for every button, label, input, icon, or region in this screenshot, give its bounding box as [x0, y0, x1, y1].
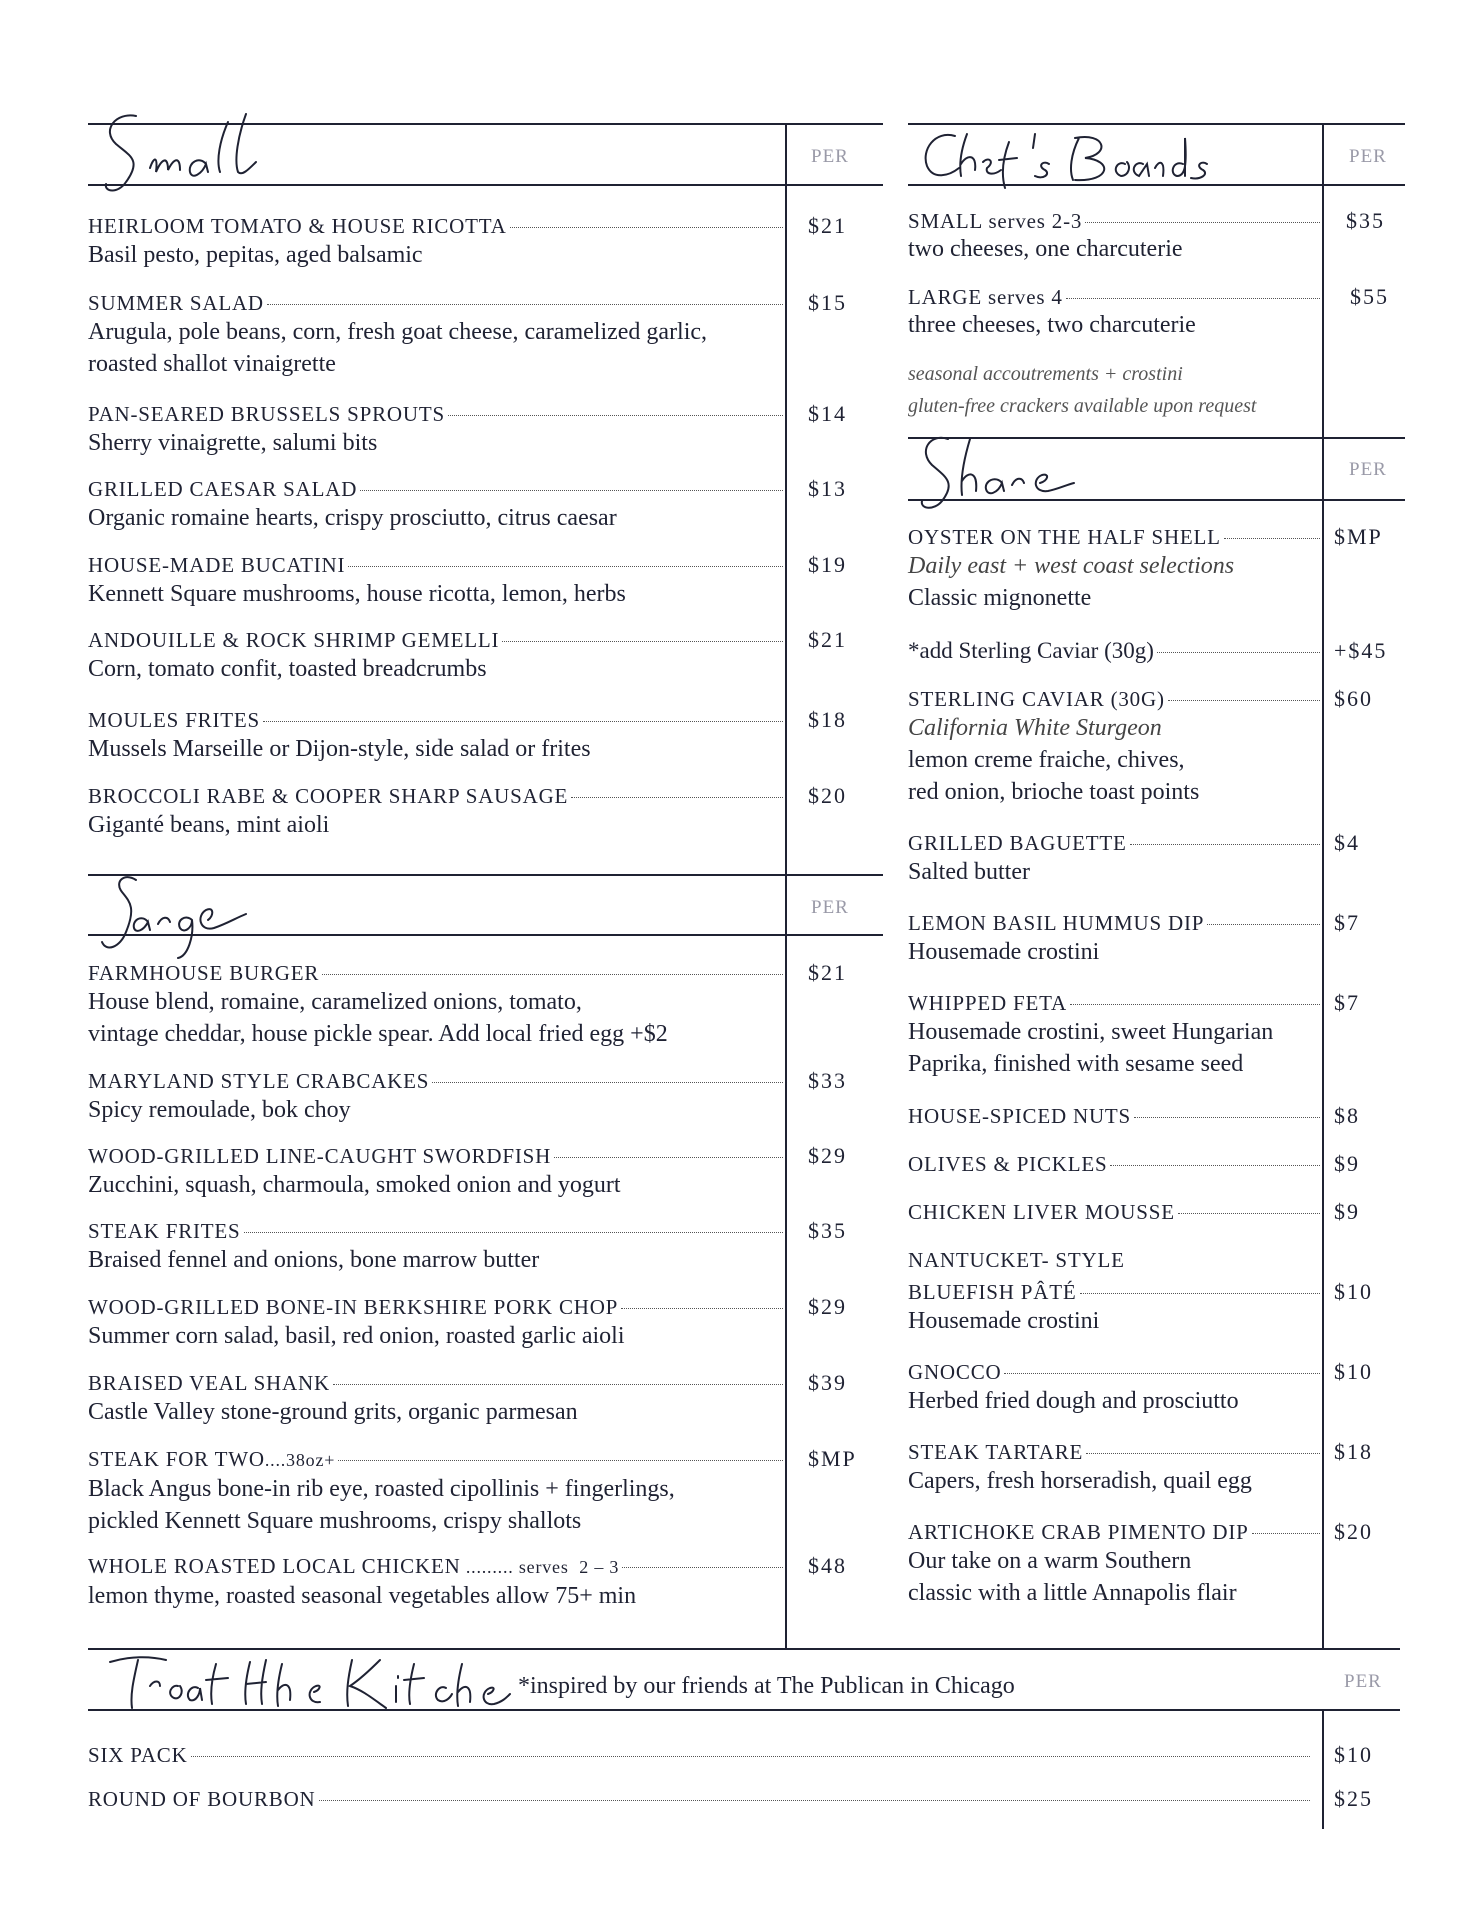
item-subtitle: California White Sturgeon [908, 715, 1162, 741]
item-price: $60 [1334, 686, 1373, 711]
item-description: Capers, fresh horseradish, quail egg [908, 1468, 1252, 1494]
item-description-line2: red onion, brioche toast points [908, 779, 1200, 805]
share-item [908, 1359, 1320, 1417]
item-description: Zucchini, squash, charmoula, smoked onion and yogurt [88, 1172, 621, 1198]
large-per-label: PER [811, 897, 849, 918]
item-description: Housemade crostini [908, 1308, 1100, 1334]
right-price-divider [1322, 123, 1324, 1650]
item-name: OYSTER ON THE HALF SHELL [908, 525, 1221, 549]
item-price: $9 [1334, 1151, 1360, 1176]
menu-item [88, 1294, 783, 1352]
item-price: $10 [1334, 1279, 1373, 1304]
boards-per-label: PER [1349, 146, 1387, 167]
share-item [908, 1199, 1320, 1225]
item-description-line2: pickled Kennett Square mushrooms, crispy shallots [88, 1508, 582, 1534]
item-name: ANDOUILLE & ROCK SHRIMP GEMELLI [88, 628, 500, 652]
menu-item [88, 213, 783, 271]
item-name: ARTICHOKE CRAB PIMENTO DIP [908, 1520, 1249, 1544]
item-name: WHIPPED FETA [908, 991, 1067, 1015]
item-description: lemon creme fraiche, chives, [908, 747, 1185, 773]
large-script-title [96, 862, 276, 962]
item-name: FARMHOUSE BURGER [88, 961, 320, 985]
item-name: GRILLED BAGUETTE [908, 831, 1127, 855]
item-name: LEMON BASIL HUMMUS DIP [908, 911, 1205, 935]
item-description: two cheeses, one charcuterie [908, 236, 1183, 262]
item-name: HEIRLOOM TOMATO & HOUSE RICOTTA [88, 214, 507, 238]
item-name: STERLING CAVIAR (30G) [908, 687, 1165, 711]
menu-item [88, 290, 783, 380]
item-description: Giganté beans, mint aioli [88, 812, 330, 838]
item-price: $14 [808, 401, 847, 426]
item-name: SMALL serves 2-3 [908, 209, 1083, 233]
item-description-line2: roasted shallot vinaigrette [88, 351, 336, 377]
item-price: $8 [1334, 1103, 1360, 1128]
item-price: $7 [1334, 910, 1360, 935]
item-description: Herbed fried dough and prosciutto [908, 1388, 1239, 1414]
item-description: Our take on a warm Southern [908, 1548, 1192, 1574]
item-price: $35 [1346, 208, 1385, 233]
boards-note-2: gluten-free crackers available upon request [908, 395, 1257, 417]
item-name: OLIVES & PICKLES [908, 1152, 1108, 1176]
boards-note-1: seasonal accoutrements + crostini [908, 363, 1183, 385]
item-price: $55 [1350, 284, 1389, 309]
item-name: GRILLED CAESAR SALAD [88, 477, 358, 501]
item-description: Classic mignonette [908, 585, 1092, 611]
item-price: +$45 [1334, 638, 1388, 663]
share-per-label: PER [1349, 459, 1387, 480]
item-description: Housemade crostini, sweet Hungarian [908, 1019, 1274, 1045]
item-name: STEAK FRITES [88, 1219, 241, 1243]
treat-item [88, 1742, 1310, 1768]
small-script-title [96, 100, 296, 200]
item-name: SIX PACK [88, 1743, 188, 1767]
menu-item [88, 1068, 783, 1126]
item-description: Organic romaine hearts, crispy prosciutto, citrus caesar [88, 505, 617, 531]
item-name: ROUND OF BOURBON [88, 1787, 316, 1811]
item-price: $29 [808, 1143, 847, 1168]
board-item [908, 208, 1320, 264]
menu-item [88, 627, 783, 685]
item-description: Spicy remoulade, bok choy [88, 1097, 351, 1123]
item-price: $21 [808, 213, 847, 238]
item-description: three cheeses, two charcuterie [908, 312, 1196, 338]
treat-subtitle: *inspired by our friends at The Publican in Chicago [518, 1673, 1015, 1699]
item-name: BRAISED VEAL SHANK [88, 1371, 330, 1395]
item-description: Castle Valley stone-ground grits, organic parmesan [88, 1399, 578, 1425]
share-item [908, 910, 1320, 968]
menu-item [88, 1218, 783, 1276]
small-per-label: PER [811, 146, 849, 167]
board-item [908, 284, 1320, 340]
item-name: WOOD-GRILLED BONE-IN BERKSHIRE PORK CHOP [88, 1295, 619, 1319]
item-price: $21 [808, 960, 847, 985]
share-item [908, 1151, 1320, 1177]
menu-item [88, 401, 783, 459]
share-item [908, 1103, 1320, 1129]
item-price: $13 [808, 476, 847, 501]
share-item [908, 1439, 1320, 1497]
item-name: STEAK TARTARE [908, 1440, 1084, 1464]
item-price: $20 [808, 783, 847, 808]
treat-per-label: PER [1344, 1671, 1382, 1692]
item-price: $20 [1334, 1519, 1373, 1544]
item-price: $33 [808, 1068, 847, 1093]
boards-notes [908, 358, 1256, 422]
item-price: $25 [1334, 1786, 1373, 1811]
share-item [908, 1519, 1320, 1609]
share-item [908, 830, 1320, 888]
item-price: $MP [808, 1446, 857, 1471]
item-description-line2: vintage cheddar, house pickle spear. Add local fried egg +$2 [88, 1021, 668, 1047]
menu-item [88, 1553, 783, 1612]
item-price: $MP [1334, 524, 1383, 549]
item-name: HOUSE-SPICED NUTS [908, 1104, 1132, 1128]
item-price: $21 [808, 627, 847, 652]
left-price-divider [785, 123, 787, 1650]
item-description: lemon thyme, roasted seasonal vegetables allow 75+ min [88, 1583, 637, 1609]
menu-item [88, 783, 783, 841]
item-subtitle: Daily east + west coast selections [908, 553, 1235, 579]
item-name: WOOD-GRILLED LINE-CAUGHT SWORDFISH [88, 1144, 552, 1168]
share-item [908, 686, 1320, 808]
item-name: MOULES FRITES [88, 708, 261, 732]
item-price: $4 [1334, 830, 1360, 855]
menu-item [88, 1143, 783, 1201]
item-price: $18 [808, 707, 847, 732]
treat-price-divider [1322, 1709, 1324, 1829]
item-name-suffix: ....38oz+ [264, 1450, 336, 1470]
item-description: House blend, romaine, caramelized onions, tomato, [88, 989, 582, 1015]
share-script-title [908, 425, 1108, 515]
item-price: $19 [808, 552, 847, 577]
item-name: HOUSE-MADE BUCATINI [88, 553, 346, 577]
treat-script-title [90, 1646, 520, 1716]
item-description: Basil pesto, pepitas, aged balsamic [88, 242, 423, 268]
item-name: PAN-SEARED BRUSSELS SPROUTS [88, 402, 445, 426]
item-price: $35 [808, 1218, 847, 1243]
item-description-line2: Paprika, finished with sesame seed [908, 1051, 1244, 1077]
item-name: SUMMER SALAD [88, 291, 264, 315]
item-description: Corn, tomato confit, toasted breadcrumbs [88, 656, 487, 682]
item-name: BROCCOLI RABE & COOPER SHARP SAUSAGE [88, 784, 569, 808]
item-price: $39 [808, 1370, 847, 1395]
item-name: WHOLE ROASTED LOCAL CHICKEN [88, 1554, 461, 1578]
item-price: $18 [1334, 1439, 1373, 1464]
treat-item [88, 1786, 1310, 1812]
item-name: CHICKEN LIVER MOUSSE [908, 1200, 1175, 1224]
menu-item [88, 476, 783, 534]
menu-item [88, 1370, 783, 1428]
item-name-suffix: ......... serves 2 – 3 [460, 1557, 620, 1577]
item-name: STEAK FOR TWO [88, 1447, 265, 1471]
item-name-line1: NANTUCKET- STYLE [908, 1248, 1125, 1272]
item-description: Summer corn salad, basil, red onion, roasted garlic aioli [88, 1323, 625, 1349]
item-name: MARYLAND STYLE CRABCAKES [88, 1069, 430, 1093]
item-price: $48 [808, 1553, 847, 1578]
menu-item [88, 1446, 783, 1537]
item-price: $7 [1334, 990, 1360, 1015]
item-price: $10 [1334, 1359, 1373, 1384]
item-description: Salted butter [908, 859, 1030, 885]
item-name: BLUEFISH PÂTÉ [908, 1280, 1077, 1304]
menu-item [88, 552, 783, 610]
menu-item [88, 707, 783, 765]
item-description: Housemade crostini [908, 939, 1100, 965]
item-description: Sherry vinaigrette, salumi bits [88, 430, 378, 456]
share-item [908, 1247, 1320, 1337]
item-name: GNOCCO [908, 1360, 1002, 1384]
menu-item [88, 960, 783, 1050]
item-price: $10 [1334, 1742, 1373, 1767]
item-description: Arugula, pole beans, corn, fresh goat cheese, caramelized garlic, [88, 319, 708, 345]
item-name: LARGE serves 4 [908, 285, 1063, 309]
item-price: $15 [808, 290, 847, 315]
share-item [908, 524, 1320, 614]
item-name: *add Sterling Caviar (30g) [908, 638, 1154, 663]
boards-script-title [915, 124, 1255, 194]
item-price: $29 [808, 1294, 847, 1319]
share-item [908, 990, 1320, 1080]
item-description: Braised fennel and onions, bone marrow butter [88, 1247, 540, 1273]
item-price: $9 [1334, 1199, 1360, 1224]
item-description-line2: classic with a little Annapolis flair [908, 1580, 1237, 1606]
share-item [908, 638, 1320, 664]
item-description: Mussels Marseille or Dijon-style, side salad or frites [88, 736, 591, 762]
item-description: Black Angus bone-in rib eye, roasted cipollinis + fingerlings, [88, 1476, 675, 1502]
item-description: Kennett Square mushrooms, house ricotta, lemon, herbs [88, 581, 626, 607]
